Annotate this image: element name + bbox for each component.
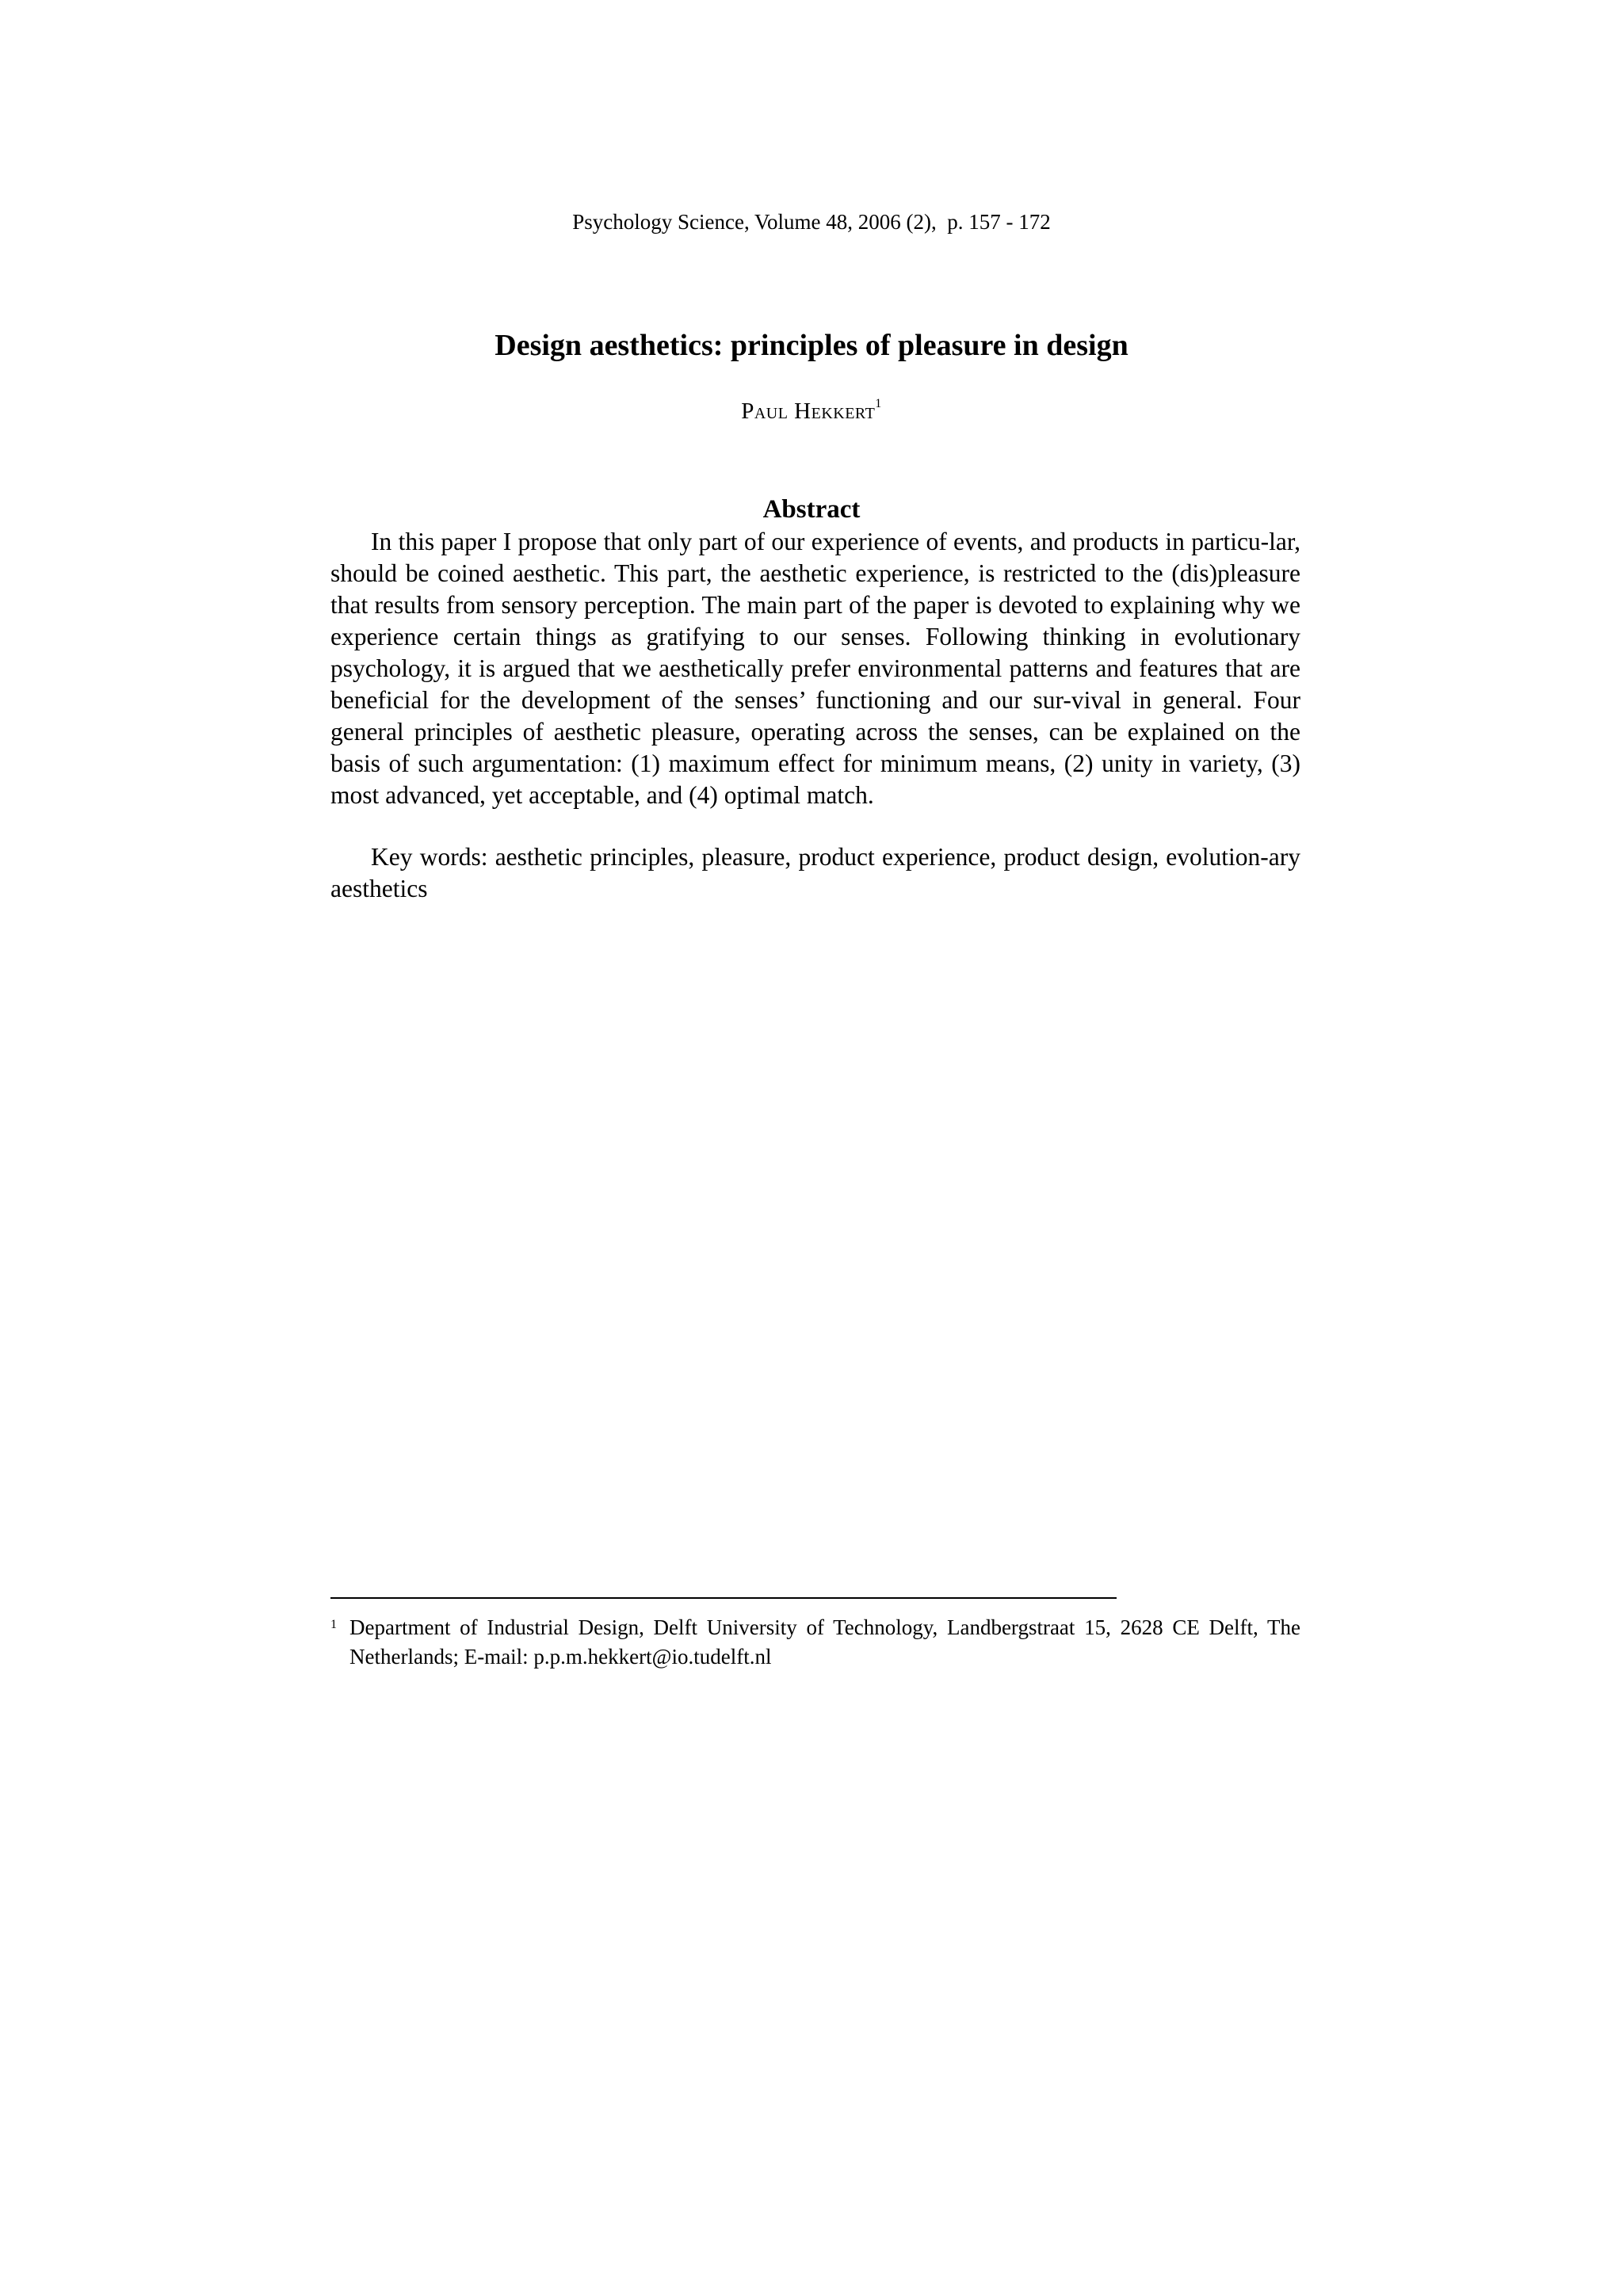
abstract-heading: Abstract <box>762 495 861 524</box>
author-line <box>0 394 1623 429</box>
running-header: Psychology Science, Volume 48, 2006 (2), p. 157 - 172 <box>572 210 1051 234</box>
footnote-mark: 1 <box>330 1618 337 1631</box>
footnote-rule <box>330 1597 1117 1599</box>
paper-title: Design aesthetics: principles of pleasure in design <box>495 329 1128 362</box>
footnote <box>330 1613 1300 1672</box>
keywords: Key words: aesthetic principles, pleasure, product experience, product design, evolution-ary aesthetics <box>330 843 1300 902</box>
author-footnote-mark: 1 <box>875 397 882 410</box>
author-name: Paul Hekkert <box>741 399 876 424</box>
footnote-text: Department of Industrial Design, Delft University of Technology, Landbergstraat 15, 2628 CE Delft, The Netherlands; E-mail: p.p.m.hekkert@io.tudelft.nl <box>349 1615 1300 1669</box>
abstract-body: In this paper I propose that only part of our experience of events, and products in particu-lar, should be coined aesthetic. This part, the aesthetic experience, is restricted to the (dis)pleasure that results from sensory perception. The main part of the paper is devoted to explaining why we experience certain things as gratifying to our senses. Following thinking in evolutionary psychology, it is argued that we aesthetically prefer environmental patterns and features that are beneficial for the development of the senses’ functioning and our sur-vival in general. Four general principles of aesthetic pleasure, operating across the senses, can be explained on the basis of such argumentation: (1) maximum effect for minimum means, (2) unity in variety, (3) most advanced, yet acceptable, and (4) optimal match. <box>330 528 1300 809</box>
